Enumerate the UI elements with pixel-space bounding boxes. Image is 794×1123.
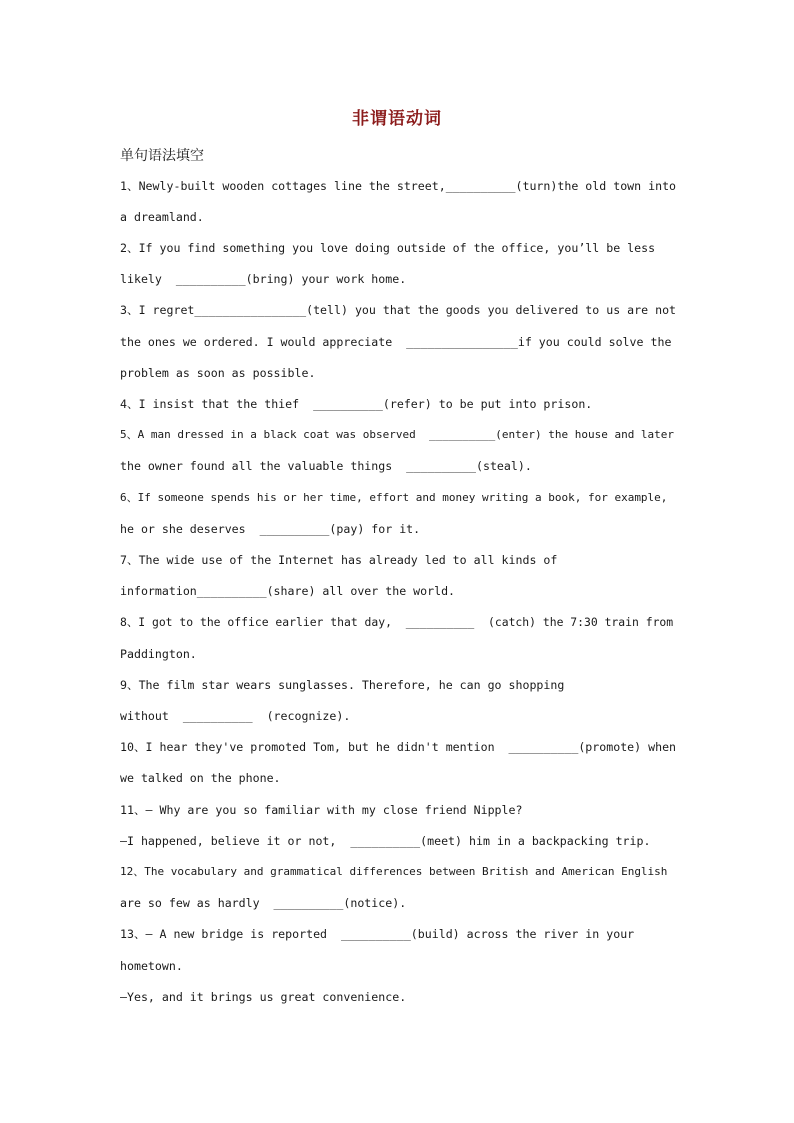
line-q8-b: Paddington. xyxy=(120,647,197,661)
line-q11-b: —I happened, believe it or not, __________(meet) him in a backpacking trip. xyxy=(120,834,651,848)
line-q5-a: 5、A man dressed in a black coat was observed __________(enter) the house and later xyxy=(120,428,675,441)
line-q8-a: 8、I got to the office earlier that day, __________ (catch) the 7:30 train from xyxy=(120,615,674,629)
line-q10-b: we talked on the phone. xyxy=(120,771,281,785)
line-q3-a: 3、I regret________________(tell) you that the goods you delivered to us are not xyxy=(120,303,677,317)
line-q9-a: 9、The film star wears sunglasses. Therefore, he can go shopping xyxy=(120,678,565,692)
page-title: 非谓语动词 xyxy=(352,109,442,129)
line-q6-a: 6、If someone spends his or her time, effort and money writing a book, for example, xyxy=(120,491,668,504)
line-q1-b: a dreamland. xyxy=(120,210,204,224)
line-q11-a: 11、— Why are you so familiar with my close friend Nipple? xyxy=(120,803,523,817)
line-q9-b: without __________ (recognize). xyxy=(120,709,351,723)
section-heading: 单句语法填空 xyxy=(120,148,204,164)
line-q12-a: 12、The vocabulary and grammatical differences between British and American English xyxy=(120,865,668,878)
line-q13-b: hometown. xyxy=(120,959,183,973)
line-q13-c: —Yes, and it brings us great convenience. xyxy=(120,990,407,1004)
line-q3-b: the ones we ordered. I would appreciate ________________if you could solve the xyxy=(120,335,672,349)
line-q2-a: 2、If you find something you love doing outside of the office, you’ll be less xyxy=(120,241,656,255)
line-q13-a: 13、— A new bridge is reported __________(build) across the river in your xyxy=(120,927,635,941)
line-q1-a: 1、Newly-built wooden cottages line the street,__________(turn)the old town into xyxy=(120,179,677,193)
line-q6-b: he or she deserves __________(pay) for it. xyxy=(120,522,421,536)
line-q10-a: 10、I hear they've promoted Tom, but he didn't mention __________(promote) when xyxy=(120,740,677,754)
line-q3-c: problem as soon as possible. xyxy=(120,366,316,380)
line-q5-b: the owner found all the valuable things __________(steal). xyxy=(120,459,532,473)
line-q12-b: are so few as hardly __________(notice). xyxy=(120,896,407,910)
line-q7-a: 7、The wide use of the Internet has already led to all kinds of xyxy=(120,553,558,567)
line-q2-b: likely __________(bring) your work home. xyxy=(120,272,407,286)
line-q4: 4、I insist that the thief __________(refer) to be put into prison. xyxy=(120,397,593,411)
line-q7-b: information__________(share) all over the world. xyxy=(120,584,456,598)
